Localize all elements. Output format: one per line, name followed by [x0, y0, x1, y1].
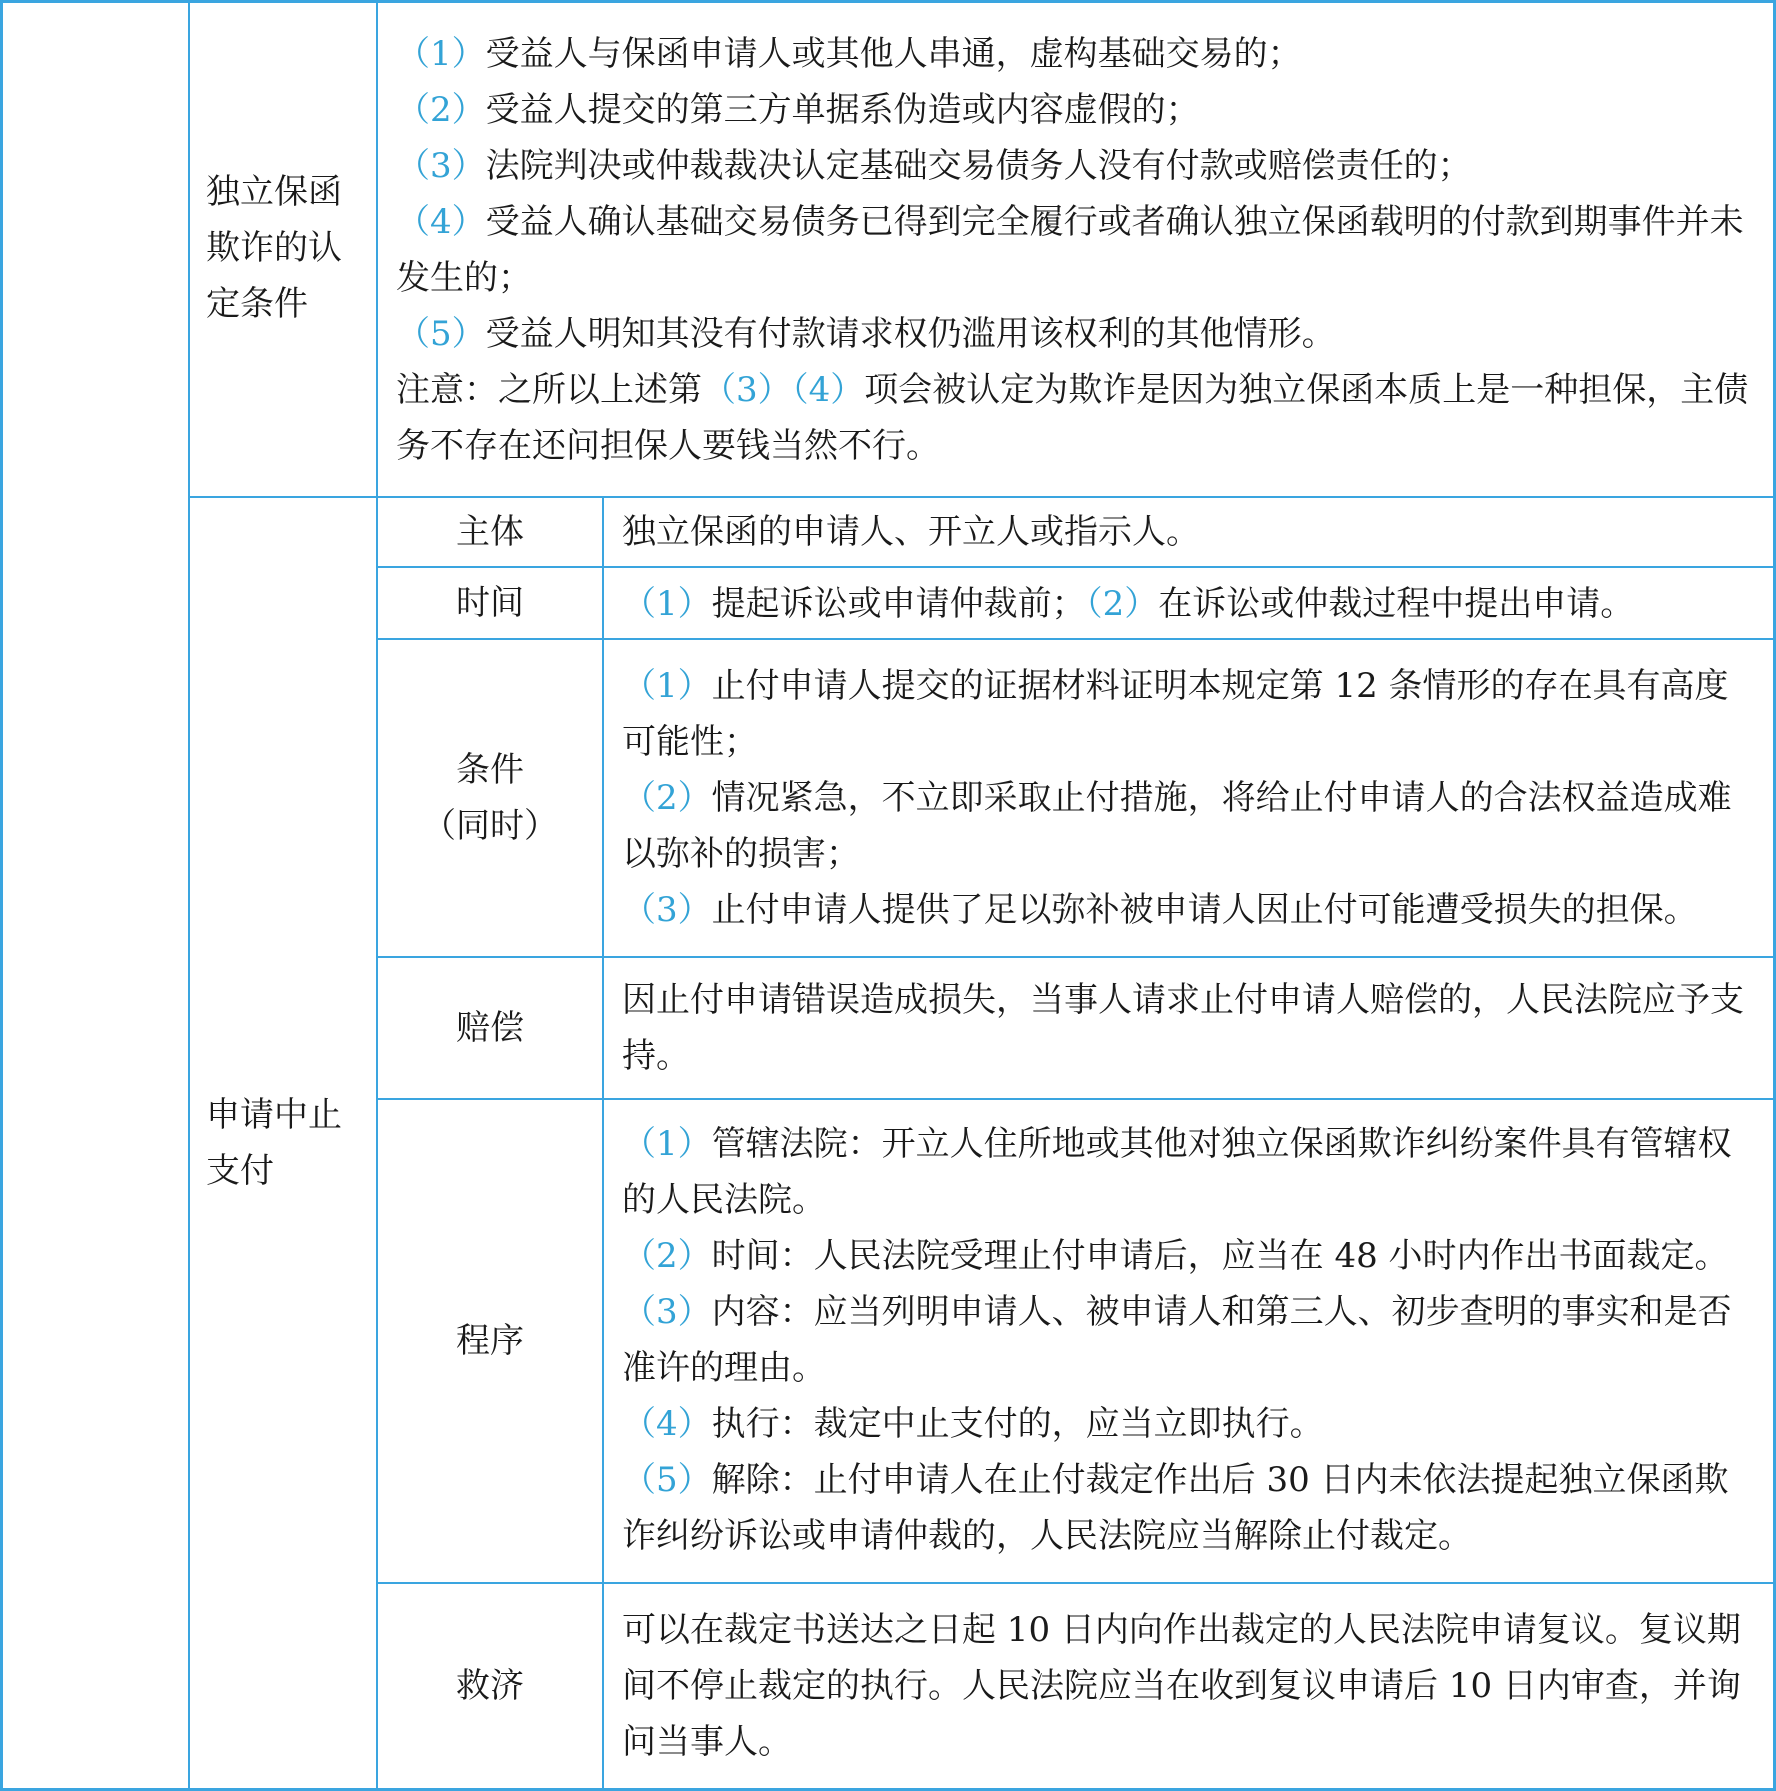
comp-label: 赔偿	[456, 1008, 524, 1048]
stop-label: 申请中止支付	[206, 1095, 342, 1191]
time-label: 时间	[456, 583, 524, 623]
cond-item-3: （3）止付申请人提供了足以弥补被申请人因止付可能遭受损失的担保。	[622, 890, 1698, 930]
cond-label: 条件 （同时）	[422, 750, 558, 846]
proc-label: 程序	[456, 1321, 524, 1361]
subject-text: 独立保函的申请人、开立人或指示人。	[622, 512, 1200, 552]
proc-item-2: （2）时间：人民法院受理止付申请后，应当在 48 小时内作出书面裁定。	[622, 1236, 1729, 1276]
fraud-content-cell	[396, 26, 1758, 474]
proc-text	[622, 1116, 1762, 1564]
border-left	[0, 0, 3, 1791]
divider-col3	[602, 497, 604, 1791]
stop-label-cell	[206, 1078, 366, 1208]
proc-item-5: （5）解除：止付申请人在止付裁定作出后 30 日内未依法提起独立保函欺诈纠纷诉讼或申请仲裁的，人民法院应当解除止付裁定。	[622, 1460, 1729, 1556]
fraud-item-4: （4）受益人确认基础交易债务已得到完全履行或者确认独立保函载明的付款到期事件并未发生的；	[396, 202, 1744, 298]
fraud-item-1: （1）受益人与保函申请人或其他人串通，虚构基础交易的；	[396, 34, 1302, 74]
proc-item-4: （4）执行：裁定中止支付的，应当立即执行。	[622, 1404, 1324, 1444]
fraud-item-2: （2）受益人提交的第三方单据系伪造或内容虚假的；	[396, 90, 1200, 130]
fraud-note: 注意：之所以上述第（3）（4）项会被认定为欺诈是因为独立保函本质上是一种担保，主债务不存在还问担保人要钱当然不行。	[396, 370, 1749, 466]
proc-item-3: （3）内容：应当列明申请人、被申请人和第三人、初步查明的事实和是否准许的理由。	[622, 1292, 1732, 1388]
time-text: （1）提起诉讼或申请仲裁前；（2）在诉讼或仲裁过程中提出申请。	[622, 584, 1635, 624]
cond-item-2: （2）情况紧急，不立即采取止付措施，将给止付申请人的合法权益造成难以弥补的损害；	[622, 778, 1732, 874]
fraud-label: 独立保函欺诈的认定条件	[206, 172, 342, 324]
fraud-label-cell	[206, 0, 366, 496]
divider-col1	[188, 0, 190, 1791]
fraud-item-3: （3）法院判决或仲裁裁决认定基础交易债务人没有付款或赔偿责任的；	[396, 146, 1472, 186]
relief-label: 救济	[456, 1666, 524, 1706]
relief-text: 可以在裁定书送达之日起 10 日内向作出裁定的人民法院申请复议。复议期间不停止裁定的执行。人民法院应当在收到复议申请后 10 日内审查，并询问当事人。	[622, 1610, 1741, 1762]
fraud-item-5: （5）受益人明知其没有付款请求权仍滥用该权利的其他情形。	[396, 314, 1336, 354]
comp-text: 因止付申请错误造成损失，当事人请求止付申请人赔偿的，人民法院应予支持。	[622, 980, 1744, 1076]
proc-item-1: （1）管辖法院：开立人住所地或其他对独立保函欺诈纠纷案件具有管辖权的人民法院。	[622, 1124, 1732, 1220]
subject-label: 主体	[456, 512, 524, 552]
cond-text	[622, 658, 1762, 938]
cond-item-1: （1）止付申请人提交的证据材料证明本规定第 12 条情形的存在具有高度可能性；	[622, 666, 1729, 762]
